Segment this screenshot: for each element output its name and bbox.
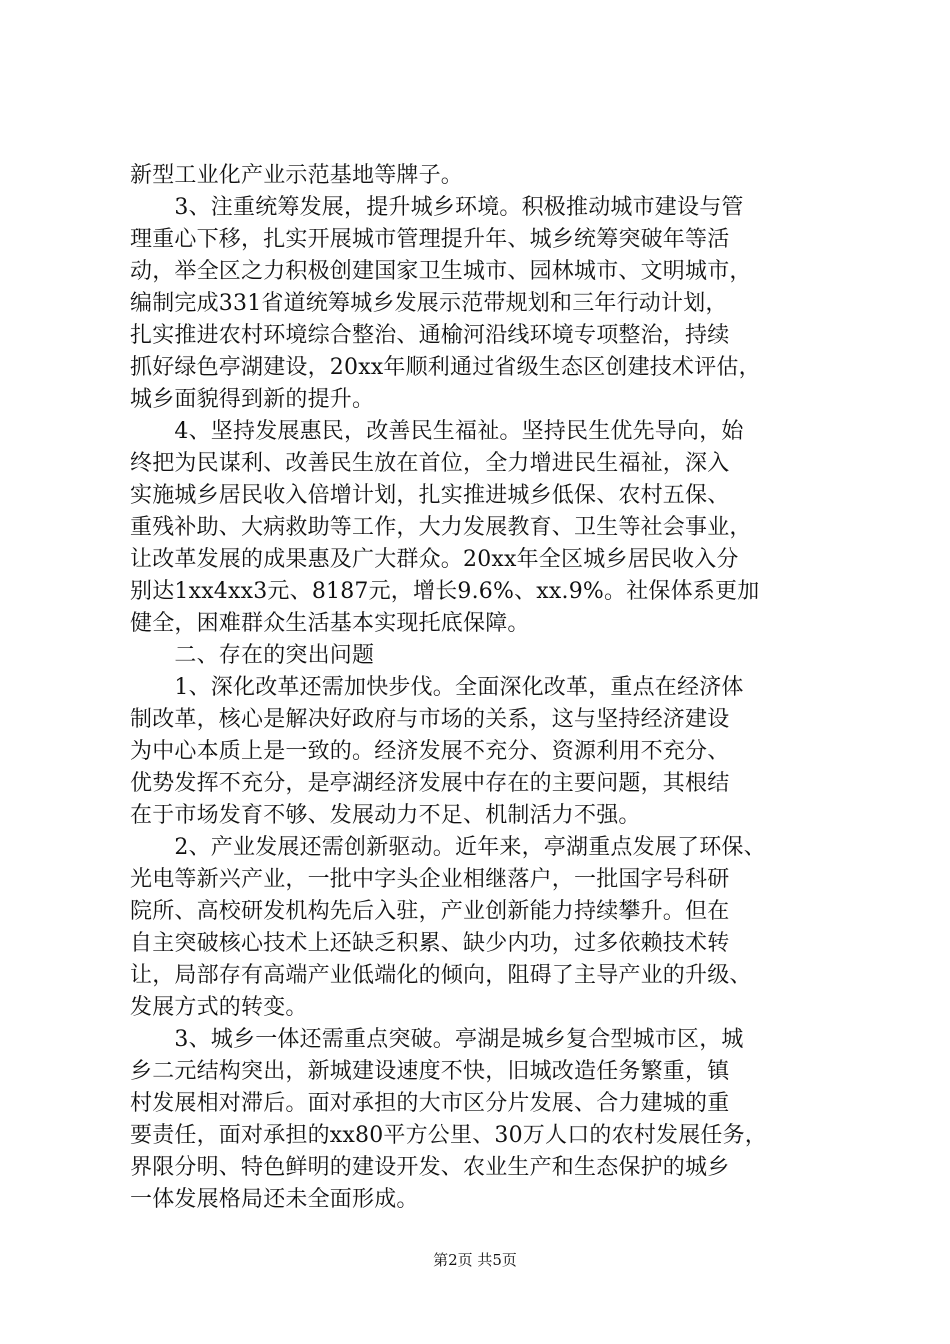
text-line: 动，举全区之力积极创建国家卫生城市、园林城市、文明城市， <box>130 259 752 284</box>
text-line: 编制完成331省道统筹城乡发展示范带规划和三年行动计划， <box>130 291 728 316</box>
text-line: 扎实推进农村环境综合整治、通榆河沿线环境专项整治，持续 <box>130 323 730 348</box>
page-number: 第2页 共5页 <box>433 1251 517 1269</box>
text-line: 院所、高校研发机构先后入驻，产业创新能力持续攀升。但在 <box>130 899 730 924</box>
text-line: 4、坚持发展惠民，改善民生福祉。坚持民生优先导向，始 <box>130 419 744 444</box>
text-line: 光电等新兴产业，一批中字头企业相继落户，一批国字号科研 <box>130 867 730 892</box>
text-line: 发展方式的转变。 <box>130 995 308 1020</box>
text-line: 界限分明、特色鲜明的建设开发、农业生产和生态保护的城乡 <box>130 1155 730 1180</box>
text-line: 城乡面貌得到新的提升。 <box>130 387 375 412</box>
text-line: 2、产业发展还需创新驱动。近年来，亭湖重点发展了环保、 <box>130 835 766 860</box>
text-line: 终把为民谋利、改善民生放在首位，全力增进民生福祉，深入 <box>130 451 730 476</box>
text-line: 一体发展格局还未全面形成。 <box>130 1187 419 1212</box>
text-line: 重残补助、大病救助等工作，大力发展教育、卫生等社会事业， <box>130 515 752 540</box>
text-line: 抓好绿色亭湖建设，20xx年顺利通过省级生态区创建技术评估， <box>130 355 761 380</box>
text-line: 要责任，面对承担的xx80平方公里、30万人口的农村发展任务， <box>130 1123 768 1148</box>
text-line: 优势发挥不充分，是亭湖经济发展中存在的主要问题，其根结 <box>130 771 730 796</box>
text-line: 别达1xx4xx3元、8187元，增长9.6%、xx.9%。社保体系更加 <box>130 579 760 604</box>
text-line: 为中心本质上是一致的。经济发展不充分、资源利用不充分、 <box>130 739 730 764</box>
text-line: 健全，困难群众生活基本实现托底保障。 <box>130 611 530 636</box>
document-body <box>130 160 830 1216</box>
text-line: 新型工业化产业示范基地等牌子。 <box>130 163 464 188</box>
text-line: 理重心下移，扎实开展城市管理提升年、城乡统筹突破年等活 <box>130 227 730 252</box>
text-line: 3、城乡一体还需重点突破。亭湖是城乡复合型城市区，城 <box>130 1027 744 1052</box>
text-line: 乡二元结构突出，新城建设速度不快，旧城改造任务繁重，镇 <box>130 1059 730 1084</box>
text-line: 在于市场发育不够、发展动力不足、机制活力不强。 <box>130 803 641 828</box>
text-line: 1、深化改革还需加快步伐。全面深化改革，重点在经济体 <box>130 675 744 700</box>
section-heading: 二、存在的突出问题 <box>130 643 375 668</box>
text-line: 3、注重统筹发展，提升城乡环境。积极推动城市建设与管 <box>130 195 744 220</box>
text-line: 自主突破核心技术上还缺乏积累、缺少内功，过多依赖技术转 <box>130 931 730 956</box>
text-line: 实施城乡居民收入倍增计划，扎实推进城乡低保、农村五保、 <box>130 483 730 508</box>
text-line: 村发展相对滞后。面对承担的大市区分片发展、合力建城的重 <box>130 1091 730 1116</box>
text-line: 制改革，核心是解决好政府与市场的关系，这与坚持经济建设 <box>130 707 730 732</box>
text-line: 让改革发展的成果惠及广大群众。20xx年全区城乡居民收入分 <box>130 547 739 572</box>
text-line: 让，局部存有高端产业低端化的倾向，阻碍了主导产业的升级、 <box>130 963 752 988</box>
page-footer <box>0 1250 950 1270</box>
